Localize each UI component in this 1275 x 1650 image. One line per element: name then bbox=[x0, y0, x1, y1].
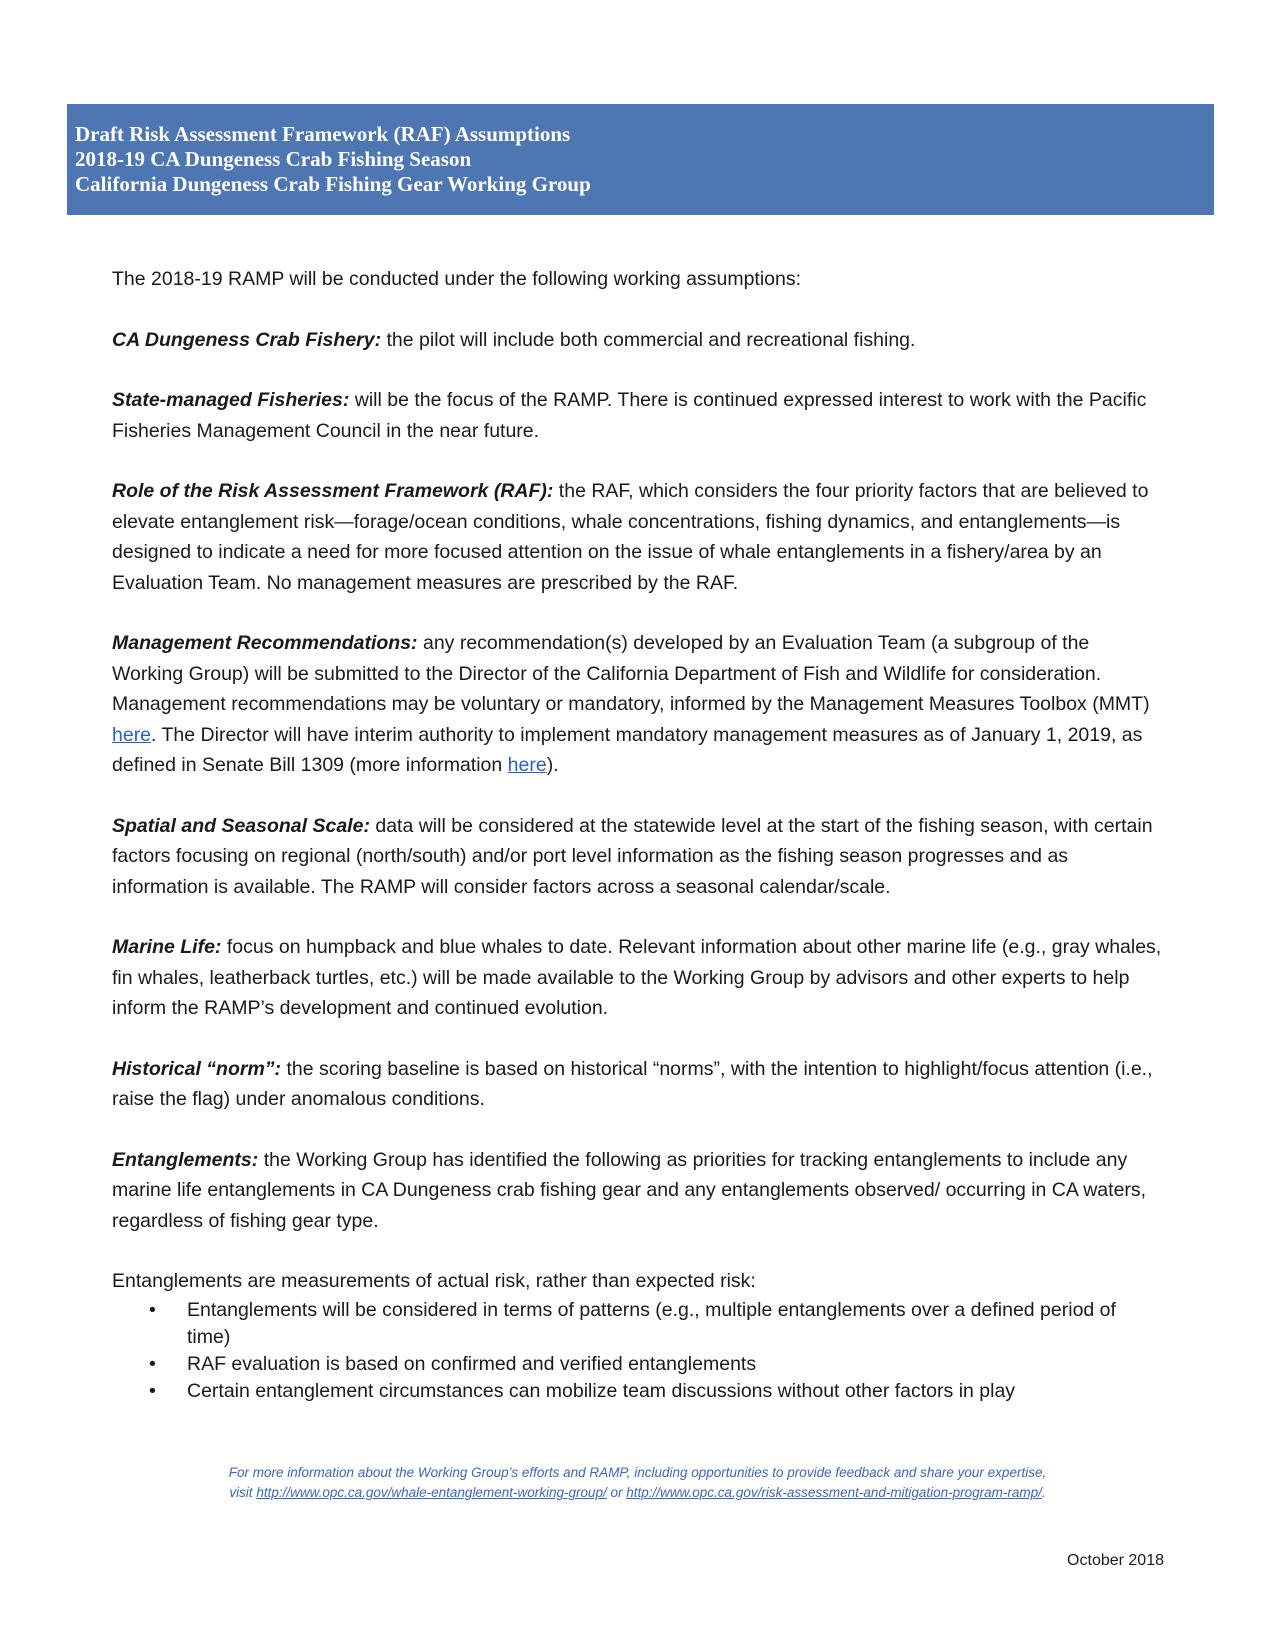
raf-text: the RAF, which considers the four priority factors that are believed to elevate entanglement risk—forage/ocean conditions, whale concentrations, fishing dynamics, and entanglements—is designed to indicate a need for more focused attention on the issue of whale entanglements in a fishery/area by an Evaluation Team. No management measures are prescribed by the RAF. bbox=[112, 480, 1149, 594]
bullet-icon: • bbox=[149, 1352, 156, 1375]
footer-line-1: For more information about the Working Group’s efforts and RAMP, including opportunities to provide feedback and share your expertise, bbox=[228, 1465, 1047, 1480]
bullet-text: Entanglements will be considered in terms of patterns (e.g., multiple entanglements over a defined period of time) bbox=[187, 1298, 1116, 1348]
mgmt-text-1: any recommendation(s) developed by an Evaluation Team (a subgroup of the Working Group) will be submitted to the Director of the California Department of Fish and Wildlife for consideration. Management recommendations may be voluntary or mandatory, informed by the Management Measures Toolbox (MMT) bbox=[112, 632, 1150, 715]
footer-period: . bbox=[1041, 1485, 1046, 1500]
footer-line-2 bbox=[0, 1483, 1275, 1503]
spatial-paragraph bbox=[112, 811, 1162, 903]
bullet-text: Certain entanglement circumstances can mobilize team discussions without other factors in play bbox=[187, 1379, 1016, 1402]
fishery-text: the pilot will include both commercial and recreational fishing. bbox=[381, 328, 916, 351]
fishery-paragraph bbox=[112, 325, 1162, 356]
footer-note bbox=[0, 1463, 1275, 1503]
mgmt-paragraph bbox=[112, 628, 1162, 781]
spatial-term: Spatial and Seasonal Scale: bbox=[112, 814, 370, 837]
header-group: California Dungeness Crab Fishing Gear Working Group bbox=[75, 172, 591, 196]
intro-paragraph: The 2018-19 RAMP will be conducted under the following working assumptions: bbox=[112, 268, 802, 290]
header-season: 2018-19 CA Dungeness Crab Fishing Season bbox=[75, 147, 472, 171]
entanglements-term: Entanglements: bbox=[112, 1148, 259, 1171]
header-title: Draft Risk Assessment Framework (RAF) Assumptions bbox=[75, 122, 571, 146]
entanglements-paragraph bbox=[112, 1145, 1162, 1237]
spatial-text: data will be considered at the statewide level at the start of the fishing season, with certain factors focusing on regional (north/south) and/or port level information as the fishing season progresses and as information is available. The RAMP will consider factors across a seasonal calendar/scale. bbox=[112, 814, 1153, 898]
state-text: will be the focus of the RAMP. There is continued expressed interest to work with the Pacific Fisheries Management Council in the near future. bbox=[112, 389, 1147, 442]
list-item bbox=[112, 1351, 1162, 1378]
bullet-icon: • bbox=[149, 1298, 156, 1321]
footer-or: or bbox=[606, 1485, 627, 1500]
marine-paragraph bbox=[112, 932, 1162, 1024]
marine-text: focus on humpback and blue whales to date. Relevant information about other marine life (e.g., gray whales, fin whales, leatherback turtles, etc.) will be made available to the Working Group by advisors and other experts to help inform the RAMP’s development and continued evolution. bbox=[112, 936, 1162, 1019]
state-term: State-managed Fisheries: bbox=[112, 389, 350, 411]
entanglements-text: the Working Group has identified the following as priorities for tracking entanglements to include any marine life entanglements in CA Dungeness crab fishing gear and any entanglements observed/ occurring in CA waters, regardless of fishing gear type. bbox=[112, 1148, 1147, 1232]
fishery-term: CA Dungeness Crab Fishery: bbox=[112, 328, 382, 351]
risk-intro: Entanglements are measurements of actual risk, rather than expected risk: bbox=[112, 1270, 756, 1292]
risk-bullet-list bbox=[112, 1297, 1162, 1405]
historical-text: the scoring baseline is based on historical “norms”, with the intention to highlight/focus attention (i.e., raise the flag) under anomalous conditions. bbox=[112, 1057, 1153, 1110]
historical-paragraph bbox=[112, 1054, 1162, 1115]
footer-visit: visit bbox=[229, 1485, 257, 1500]
mgmt-text-2: . The Director will have interim authority to implement mandatory management measures as of January 1, 2019, as defined in Senate Bill 1309 (more information bbox=[112, 723, 1143, 776]
working-group-url-link[interactable]: http://www.opc.ca.gov/whale-entanglement-working-group/ bbox=[256, 1485, 607, 1500]
raf-term: Role of the Risk Assessment Framework (RAF): bbox=[112, 480, 554, 502]
document-body bbox=[112, 264, 1162, 1405]
sb1309-here-link[interactable]: here bbox=[507, 754, 547, 776]
header-banner bbox=[67, 104, 1214, 215]
bullet-icon: • bbox=[149, 1379, 156, 1402]
mgmt-text-3: ). bbox=[546, 754, 559, 776]
mgmt-term: Management Recommendations: bbox=[112, 632, 418, 654]
list-item bbox=[112, 1297, 1162, 1351]
ramp-url-link[interactable]: http://www.opc.ca.gov/risk-assessment-and-mitigation-program-ramp/ bbox=[626, 1485, 1042, 1500]
raf-paragraph bbox=[112, 476, 1162, 598]
bullet-text: RAF evaluation is based on confirmed and verified entanglements bbox=[187, 1352, 757, 1375]
list-item bbox=[112, 1378, 1162, 1405]
marine-term: Marine Life: bbox=[112, 936, 222, 958]
mmt-here-link[interactable]: here bbox=[112, 723, 152, 746]
document-date: October 2018 bbox=[1067, 1552, 1164, 1569]
historical-term: Historical “norm”: bbox=[112, 1057, 282, 1080]
state-paragraph bbox=[112, 385, 1162, 446]
